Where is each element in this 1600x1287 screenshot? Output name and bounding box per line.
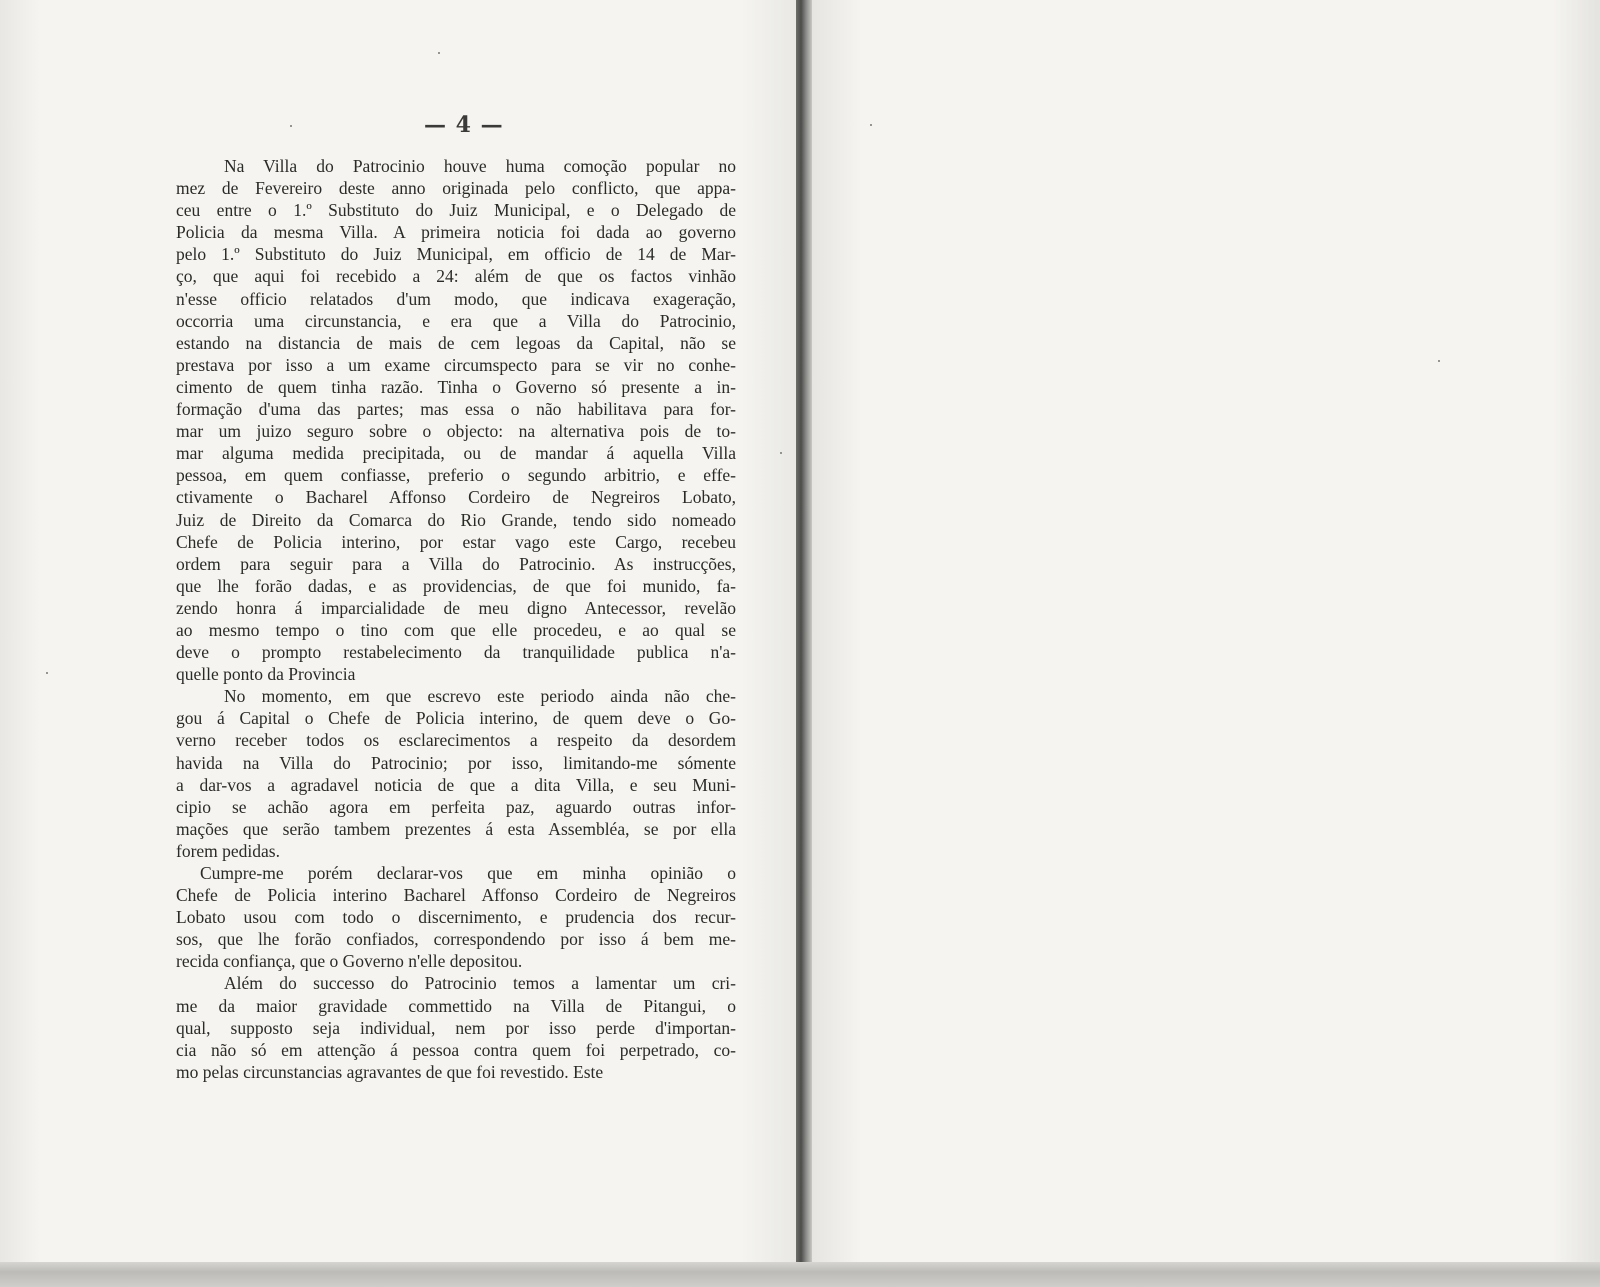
left-page bbox=[0, 0, 796, 1287]
text-line: Além do successo do Patrocinio temos a lamentar um cri- bbox=[224, 973, 736, 994]
text-line: ço, que aqui foi recebido a 24: além de que os factos vinhão bbox=[176, 266, 736, 287]
text-line: a dar-vos a agradavel noticia de que a dita Villa, e seu Muni- bbox=[176, 774, 736, 795]
text-line: mar um juizo seguro sobre o objecto: na alternativa pois de to- bbox=[176, 421, 736, 442]
text-line: ctivamente o Bacharel Affonso Cordeiro de Negreiros Lobato, bbox=[176, 487, 736, 508]
text-line: Policia da mesma Villa. A primeira noticia foi dada ao governo bbox=[176, 222, 736, 243]
text-line: recida confiança, que o Governo n'elle depositou. bbox=[176, 951, 523, 972]
text-line: formação d'uma das partes; mas essa o não habilitava para for- bbox=[176, 399, 736, 420]
text-line: Chefe de Policia interino Bacharel Affonso Cordeiro de Negreiros bbox=[176, 885, 736, 906]
text-line: havida na Villa do Patrocinio; por isso, limitando-me sómente bbox=[176, 752, 736, 773]
text-line: mez de Fevereiro deste anno originada pelo conflicto, que appa- bbox=[176, 178, 736, 199]
right-page bbox=[812, 0, 1600, 1287]
text-line: Lobato usou com todo o discernimento, e prudencia dos recur- bbox=[176, 907, 736, 928]
text-line: occorria uma circunstancia, e era que a Villa do Patrocinio, bbox=[176, 310, 736, 331]
text-line: sos, que lhe forão confiados, correspondendo por isso á bem me- bbox=[176, 929, 736, 950]
text-line: ao mesmo tempo o tino com que elle procedeu, e ao qual se bbox=[176, 619, 736, 640]
text-line: cia não só em attenção á pessoa contra quem foi perpetrado, co- bbox=[176, 1039, 736, 1060]
text-line: pelo 1.º Substituto do Juiz Municipal, em officio de 14 de Mar- bbox=[176, 244, 736, 265]
text-line: mar alguma medida precipitada, ou de mandar á aquella Villa bbox=[176, 443, 736, 464]
text-line: pessoa, em quem confiasse, preferio o segundo arbitrio, e effe- bbox=[176, 465, 736, 486]
left-page-text bbox=[176, 155, 736, 1083]
text-line: ordem para seguir para a Villa do Patrocinio. As instrucções, bbox=[176, 553, 736, 574]
text-line: cipio se achão agora em perfeita paz, aguardo outras infor- bbox=[176, 796, 736, 817]
text-line: Juiz de Direito da Comarca do Rio Grande, tendo sido nomeado bbox=[176, 509, 736, 530]
text-line: que lhe forão dadas, e as providencias, de que foi munido, fa- bbox=[176, 575, 736, 596]
text-line: me da maior gravidade commettido na Villa de Pitangui, o bbox=[176, 995, 736, 1016]
paper-speck bbox=[1438, 360, 1440, 362]
text-line: verno receber todos os esclarecimentos a respeito da desordem bbox=[176, 730, 736, 751]
text-line: n'esse officio relatados d'um modo, que indicava exageração, bbox=[176, 288, 736, 309]
text-line: gou á Capital o Chefe de Policia interino, de quem deve o Go- bbox=[176, 708, 736, 729]
text-line: prestava por isso a um exame circumspecto para se vir no conhe- bbox=[176, 354, 736, 375]
text-line: zendo honra á imparcialidade de meu digno Antecessor, revelão bbox=[176, 597, 736, 618]
paper-speck bbox=[870, 124, 872, 126]
text-line: quelle ponto da Provincia bbox=[176, 664, 356, 685]
paper-speck bbox=[780, 452, 782, 454]
page-number-left: — 4 — bbox=[424, 112, 504, 138]
page-bottom-edge bbox=[0, 1262, 1600, 1287]
text-line: Cumpre-me porém declarar-vos que em minha opinião o bbox=[200, 863, 736, 883]
text-line: deve o prompto restabelecimento da tranquilidade publica n'a- bbox=[176, 642, 736, 663]
text-line: mações que serão tambem prezentes á esta Assembléa, se por ella bbox=[176, 818, 736, 839]
paper-speck bbox=[46, 672, 48, 674]
book-gutter bbox=[796, 0, 812, 1287]
text-line: Na Villa do Patrocinio houve huma comoção popular no bbox=[224, 156, 736, 176]
text-line: forem pedidas. bbox=[176, 840, 280, 861]
paper-speck bbox=[290, 125, 292, 127]
text-line: Chefe de Policia interino, por estar vago este Cargo, recebeu bbox=[176, 531, 736, 552]
text-line: estando na distancia de mais de cem legoas da Capital, não se bbox=[176, 332, 736, 353]
paper-speck bbox=[438, 52, 440, 54]
text-line: qual, supposto seja individual, nem por isso perde d'importan- bbox=[176, 1017, 736, 1038]
text-line: cimento de quem tinha razão. Tinha o Governo só presente a in- bbox=[176, 376, 736, 397]
text-line: No momento, em que escrevo este periodo ainda não che- bbox=[224, 686, 736, 707]
text-line: mo pelas circunstancias agravantes de que foi revestido. Este bbox=[176, 1061, 604, 1082]
text-line: ceu entre o 1.º Substituto do Juiz Municipal, e o Delegado de bbox=[176, 200, 736, 221]
